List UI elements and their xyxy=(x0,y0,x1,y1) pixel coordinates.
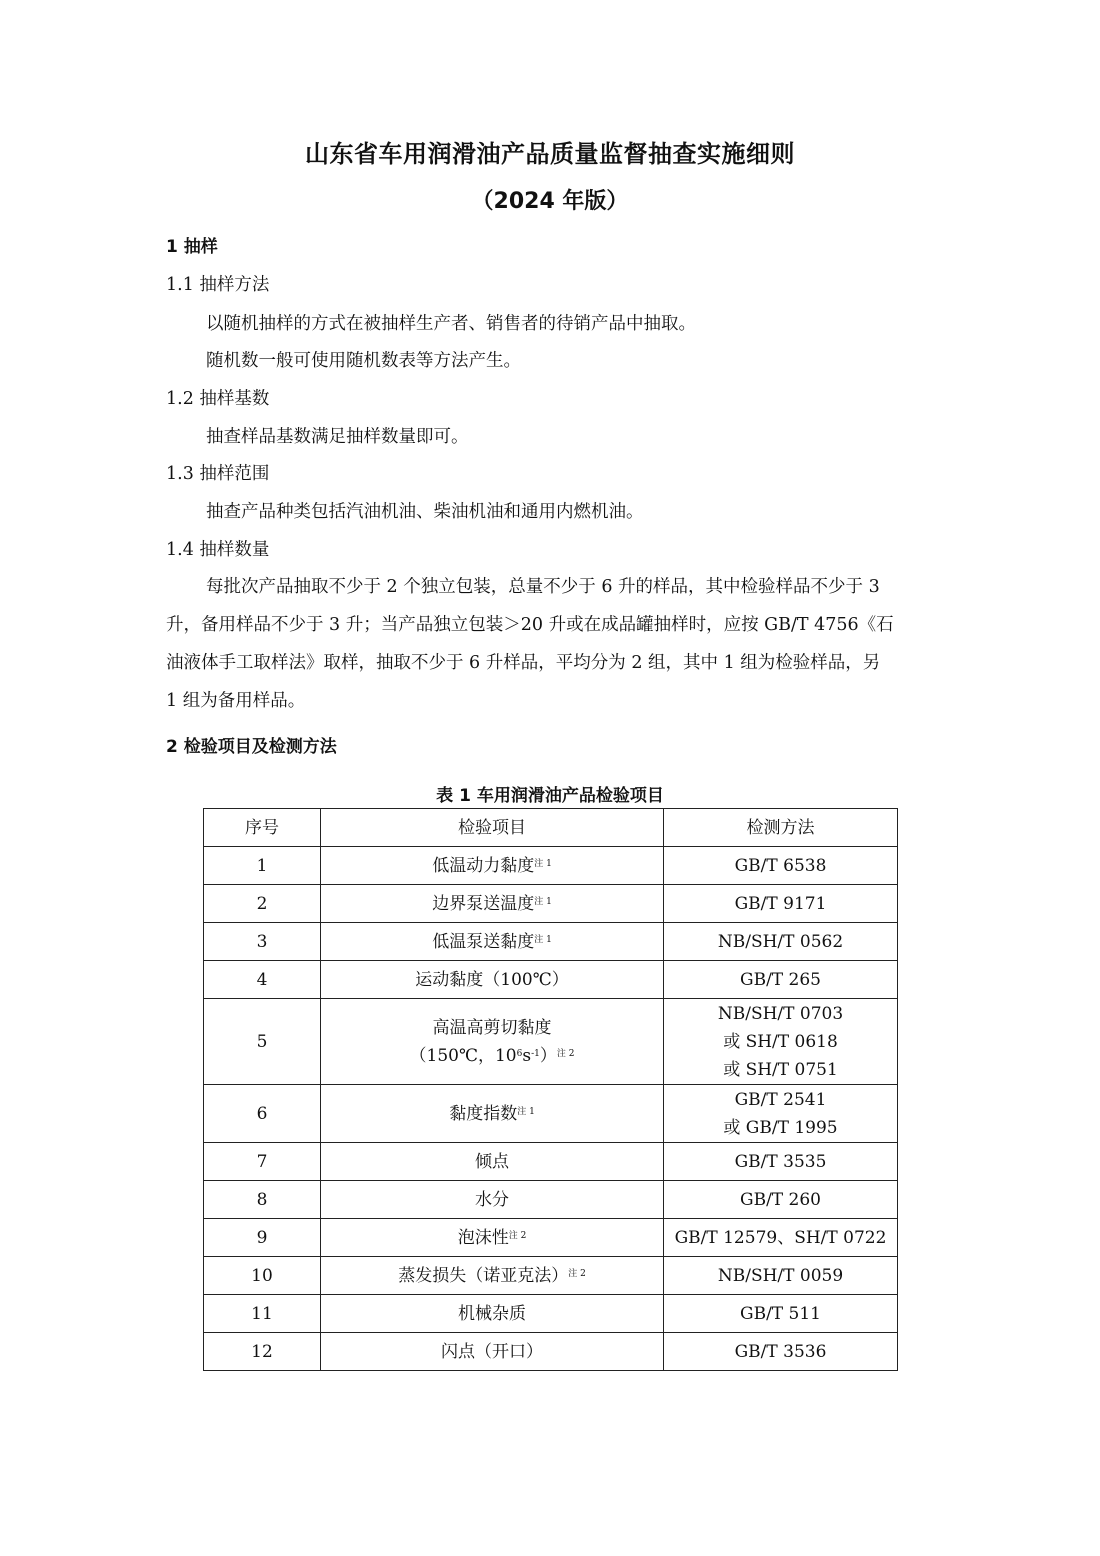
row-number: 8 xyxy=(204,1181,321,1219)
table-row xyxy=(204,885,898,923)
table-row xyxy=(204,1143,898,1181)
item-text: 闪点（开口） xyxy=(441,1341,543,1362)
header-no: 序号 xyxy=(204,809,321,847)
method-text: GB/T 3536 xyxy=(734,1341,827,1362)
item-text: 水分 xyxy=(475,1189,509,1210)
footnote-marker: 注 2 xyxy=(556,1048,575,1059)
section-1-4-line-4: 1 组为备用样品。 xyxy=(166,691,306,711)
table-row xyxy=(204,1333,898,1371)
row-number: 5 xyxy=(204,999,321,1085)
row-number: 9 xyxy=(204,1219,321,1257)
section-1-4-line-3: 油液体手工取样法》取样，抽取不少于 6 升样品，平均分为 2 组，其中 1 组为检验样品，另 xyxy=(166,653,881,673)
item-text: 边界泵送温度 xyxy=(432,893,535,914)
condition-text-c: ） xyxy=(539,1045,557,1066)
item-text: 机械杂质 xyxy=(458,1303,526,1324)
row-item xyxy=(321,1295,664,1333)
inspection-items-table xyxy=(203,808,898,1371)
section-1-heading: 1 抽样 xyxy=(166,237,218,257)
table-row xyxy=(204,1181,898,1219)
row-method xyxy=(664,1085,898,1143)
item-text: 运动黏度（100℃） xyxy=(415,969,569,990)
row-item xyxy=(321,1085,664,1143)
method-text: GB/T 511 xyxy=(740,1303,821,1324)
condition-text-a: （150℃，10 xyxy=(409,1045,517,1066)
item-text: 泡沫性 xyxy=(457,1227,509,1248)
row-method xyxy=(664,847,898,885)
method-text: GB/T 12579、SH/T 0722 xyxy=(674,1227,887,1248)
method-text: GB/T 6538 xyxy=(734,855,827,876)
row-method xyxy=(664,961,898,999)
row-method xyxy=(664,923,898,961)
method-text: GB/T 260 xyxy=(740,1189,821,1210)
footnote-marker: 注 2 xyxy=(568,1268,586,1279)
section-1-1-paragraph-1: 以随机抽样的方式在被抽样生产者、销售者的待销产品中抽取。 xyxy=(206,314,696,334)
section-1-4-heading: 1.4 抽样数量 xyxy=(166,540,270,560)
table-row xyxy=(204,847,898,885)
row-number: 12 xyxy=(204,1333,321,1371)
row-item xyxy=(321,1333,664,1371)
row-item xyxy=(321,1219,664,1257)
section-1-1-heading: 1.1 抽样方法 xyxy=(166,275,270,295)
row-number: 1 xyxy=(204,847,321,885)
row-method xyxy=(664,1143,898,1181)
table-row xyxy=(204,1085,898,1143)
row-number: 2 xyxy=(204,885,321,923)
document-subtitle: （2024 年版） xyxy=(471,189,629,214)
exponent-minus-1: -1 xyxy=(531,1048,540,1059)
row-item xyxy=(321,847,664,885)
row-method xyxy=(664,1333,898,1371)
method-text: NB/SH/T 0059 xyxy=(717,1265,844,1286)
table-header-row xyxy=(204,809,898,847)
row-method xyxy=(664,1181,898,1219)
method-text: GB/T 2541 xyxy=(734,1089,827,1110)
section-1-4-line-1: 每批次产品抽取不少于 2 个独立包装，总量不少于 6 升的样品，其中检验样品不少于 3 xyxy=(206,577,880,597)
table-row xyxy=(204,961,898,999)
method-text: GB/T 3535 xyxy=(734,1151,827,1172)
method-text: NB/SH/T 0562 xyxy=(717,931,844,952)
table-row xyxy=(204,1219,898,1257)
row-number: 3 xyxy=(204,923,321,961)
row-method xyxy=(664,1295,898,1333)
table-row xyxy=(204,999,898,1085)
row-number: 4 xyxy=(204,961,321,999)
table-row xyxy=(204,923,898,961)
section-1-1-paragraph-2: 随机数一般可使用随机数表等方法产生。 xyxy=(206,351,521,371)
table-row xyxy=(204,1257,898,1295)
row-number: 10 xyxy=(204,1257,321,1295)
footnote-marker: 注 1 xyxy=(534,934,552,945)
row-item xyxy=(321,885,664,923)
exponent-6: 6 xyxy=(516,1048,523,1059)
condition-text-b: s xyxy=(522,1045,532,1066)
item-text: 高温高剪切黏度 xyxy=(432,1017,552,1038)
row-item xyxy=(321,923,664,961)
section-1-3-heading: 1.3 抽样范围 xyxy=(166,464,270,484)
row-method xyxy=(664,1219,898,1257)
item-text: 低温泵送黏度 xyxy=(432,931,535,952)
item-text: 倾点 xyxy=(475,1151,509,1172)
footnote-marker: 注 1 xyxy=(534,896,552,907)
item-text: 黏度指数 xyxy=(449,1103,518,1124)
header-item: 检验项目 xyxy=(321,809,664,847)
section-1-2-heading: 1.2 抽样基数 xyxy=(166,389,270,409)
row-item xyxy=(321,1181,664,1219)
document-title: 山东省车用润滑油产品质量监督抽查实施细则 xyxy=(305,140,795,168)
row-item xyxy=(321,1143,664,1181)
row-number: 7 xyxy=(204,1143,321,1181)
method-text: 或 GB/T 1995 xyxy=(723,1117,838,1138)
method-text: 或 SH/T 0751 xyxy=(723,1059,838,1080)
section-1-4-line-2: 升，备用样品不少于 3 升；当产品独立包装＞20 升或在成品罐抽样时，应按 GB/T 4756《石 xyxy=(166,615,894,635)
header-method: 检测方法 xyxy=(664,809,898,847)
item-text: 低温动力黏度 xyxy=(432,855,535,876)
row-method xyxy=(664,885,898,923)
row-number: 6 xyxy=(204,1085,321,1143)
row-item xyxy=(321,961,664,999)
method-text: NB/SH/T 0703 xyxy=(717,1003,844,1024)
method-text: GB/T 265 xyxy=(740,969,821,990)
item-text: 蒸发损失（诺亚克法） xyxy=(398,1265,569,1286)
method-text: 或 SH/T 0618 xyxy=(723,1031,838,1052)
section-1-2-paragraph: 抽查样品基数满足抽样数量即可。 xyxy=(206,427,469,447)
item-condition xyxy=(325,1042,659,1070)
row-item xyxy=(321,1257,664,1295)
table-row xyxy=(204,1295,898,1333)
section-1-3-paragraph: 抽查产品种类包括汽油机油、柴油机油和通用内燃机油。 xyxy=(206,502,644,522)
row-method xyxy=(664,1257,898,1295)
method-text: GB/T 9171 xyxy=(734,893,827,914)
table-caption: 表 1 车用润滑油产品检验项目 xyxy=(436,786,664,806)
row-item xyxy=(321,999,664,1085)
row-number: 11 xyxy=(204,1295,321,1333)
row-method xyxy=(664,999,898,1085)
footnote-marker: 注 1 xyxy=(534,858,552,869)
footnote-marker: 注 2 xyxy=(508,1230,527,1241)
section-2-heading: 2 检验项目及检测方法 xyxy=(166,737,337,757)
footnote-marker: 注 1 xyxy=(517,1106,535,1117)
